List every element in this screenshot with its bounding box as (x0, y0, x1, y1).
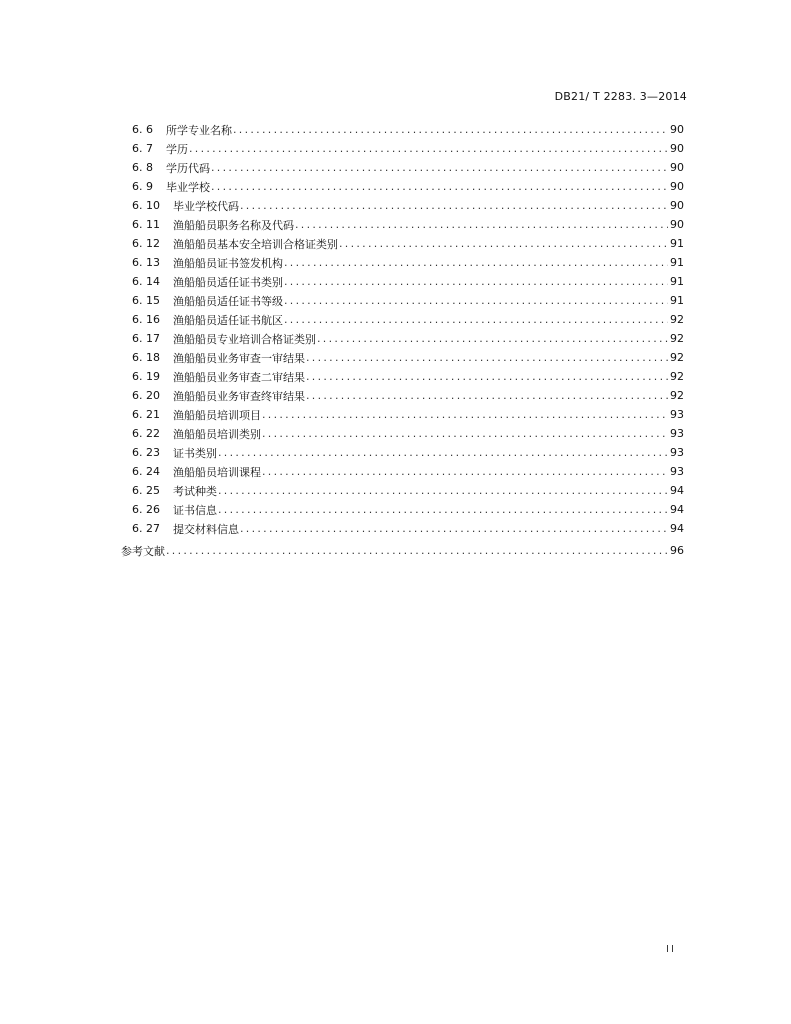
toc-entry-6-17[interactable] (0, 329, 791, 348)
toc-entry-6-20[interactable] (0, 386, 791, 405)
toc-number: 6. 11 (132, 218, 160, 231)
toc-leader (218, 503, 668, 516)
toc-leader (295, 218, 668, 231)
toc-leader (284, 313, 668, 326)
toc-leader (306, 389, 668, 402)
toc-entry-6-6[interactable] (0, 120, 791, 139)
toc-page: 96 (670, 544, 684, 557)
toc-number: 6. 7 (132, 142, 153, 155)
toc-leader (218, 446, 668, 459)
toc-entry-6-24[interactable] (0, 462, 791, 481)
toc-title: 学历代码 (166, 161, 210, 175)
toc-page: 94 (670, 484, 684, 497)
toc-number: 6. 25 (132, 484, 160, 497)
toc-title: 渔船船员培训课程 (173, 465, 261, 479)
toc-number: 6. 19 (132, 370, 160, 383)
toc-entry-6-11[interactable] (0, 215, 791, 234)
toc-number: 6. 27 (132, 522, 160, 535)
toc-page: 94 (670, 522, 684, 535)
toc-page: 91 (670, 294, 684, 307)
toc-title: 毕业学校代码 (173, 199, 239, 213)
toc-leader (240, 522, 668, 535)
toc-title: 渔船船员业务审查终审结果 (173, 389, 305, 403)
toc-leader (284, 294, 668, 307)
toc-title: 参考文献 (121, 544, 165, 558)
toc-entry-6-25[interactable] (0, 481, 791, 500)
toc-page: 90 (670, 123, 684, 136)
toc-leader (284, 256, 668, 269)
toc-page: 91 (670, 237, 684, 250)
toc-entry-6-27[interactable] (0, 519, 791, 538)
toc-leader (306, 370, 668, 383)
toc-title: 渔船船员培训项目 (173, 408, 261, 422)
toc-entry-6-14[interactable] (0, 272, 791, 291)
toc-page: 92 (670, 370, 684, 383)
toc-leader (262, 465, 668, 478)
toc-leader (317, 332, 668, 345)
toc-number: 6. 15 (132, 294, 160, 307)
toc-page: 93 (670, 408, 684, 421)
toc-entry-6-7[interactable] (0, 139, 791, 158)
toc-leader (284, 275, 668, 288)
toc-title: 证书信息 (173, 503, 217, 517)
toc-number: 6. 8 (132, 161, 153, 174)
toc-entry-6-26[interactable] (0, 500, 791, 519)
toc-title: 渔船船员适任证书航区 (173, 313, 283, 327)
toc-title: 渔船船员适任证书等级 (173, 294, 283, 308)
toc-number: 6. 17 (132, 332, 160, 345)
toc-number: 6. 23 (132, 446, 160, 459)
toc-number: 6. 9 (132, 180, 153, 193)
toc-page: 90 (670, 180, 684, 193)
toc-entry-6-15[interactable] (0, 291, 791, 310)
toc-page: 90 (670, 161, 684, 174)
toc-number: 6. 18 (132, 351, 160, 364)
toc-entry-6-10[interactable] (0, 196, 791, 215)
toc-title: 渔船船员业务审查一审结果 (173, 351, 305, 365)
toc-title: 渔船船员培训类别 (173, 427, 261, 441)
toc-entry-6-12[interactable] (0, 234, 791, 253)
toc-leader (211, 180, 668, 193)
toc-page: 92 (670, 313, 684, 326)
toc-leader (339, 237, 668, 250)
toc-title: 毕业学校 (166, 180, 210, 194)
toc-leader (262, 427, 668, 440)
toc-title: 提交材料信息 (173, 522, 239, 536)
toc-title: 渔船船员职务名称及代码 (173, 218, 294, 232)
toc-page: 91 (670, 256, 684, 269)
toc-title: 渔船船员证书签发机构 (173, 256, 283, 270)
toc-page: 92 (670, 351, 684, 364)
toc-entry-6-23[interactable] (0, 443, 791, 462)
toc-entry-6-22[interactable] (0, 424, 791, 443)
toc-page: 90 (670, 142, 684, 155)
toc-leader (189, 142, 668, 155)
toc-page: 93 (670, 465, 684, 478)
toc-title: 渔船船员业务审查二审结果 (173, 370, 305, 384)
toc-title: 学历 (166, 142, 188, 156)
toc-leader (166, 544, 668, 557)
toc-number: 6. 13 (132, 256, 160, 269)
toc-entry-6-21[interactable] (0, 405, 791, 424)
toc-leader (262, 408, 668, 421)
toc-page: 94 (670, 503, 684, 516)
toc-entry-6-9[interactable] (0, 177, 791, 196)
toc-entry-6-16[interactable] (0, 310, 791, 329)
toc-page: 92 (670, 332, 684, 345)
toc-page: 90 (670, 218, 684, 231)
toc-leader (211, 161, 668, 174)
toc-number: 6. 22 (132, 427, 160, 440)
toc-number: 6. 6 (132, 123, 153, 136)
toc-page: 92 (670, 389, 684, 402)
page-header: DB21/ T 2283. 3—2014 (554, 90, 687, 103)
toc-leader (218, 484, 668, 497)
toc-title: 渔船船员适任证书类别 (173, 275, 283, 289)
toc-entry-6-13[interactable] (0, 253, 791, 272)
toc-leader (240, 199, 668, 212)
toc-number: 6. 26 (132, 503, 160, 516)
toc-title: 考试种类 (173, 484, 217, 498)
toc-number: 6. 12 (132, 237, 160, 250)
toc-title: 渔船船员专业培训合格证类别 (173, 332, 316, 346)
toc-number: 6. 16 (132, 313, 160, 326)
toc-title: 所学专业名称 (166, 123, 232, 137)
toc-title: 证书类别 (173, 446, 217, 460)
page-number-roman: II (666, 944, 676, 955)
toc-number: 6. 24 (132, 465, 160, 478)
toc-page: 93 (670, 427, 684, 440)
toc-entry-references[interactable] (0, 541, 791, 560)
toc-number: 6. 21 (132, 408, 160, 421)
toc-page: 93 (670, 446, 684, 459)
toc-number: 6. 10 (132, 199, 160, 212)
toc-page: 91 (670, 275, 684, 288)
toc-title: 渔船船员基本安全培训合格证类别 (173, 237, 338, 251)
toc-entry-6-18[interactable] (0, 348, 791, 367)
toc-page: 90 (670, 199, 684, 212)
toc-entry-6-8[interactable] (0, 158, 791, 177)
toc-entry-6-19[interactable] (0, 367, 791, 386)
toc-leader (306, 351, 668, 364)
toc-number: 6. 20 (132, 389, 160, 402)
toc-number: 6. 14 (132, 275, 160, 288)
toc-leader (233, 123, 668, 136)
